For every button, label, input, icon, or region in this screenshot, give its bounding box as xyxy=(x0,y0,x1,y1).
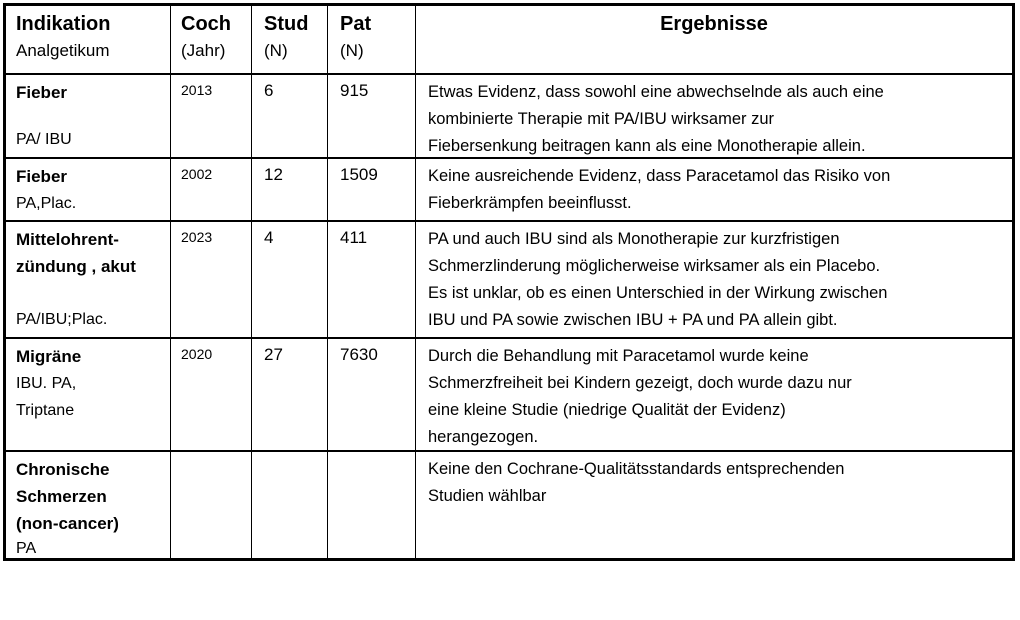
year-cell xyxy=(171,339,252,450)
stud-cell xyxy=(252,159,328,220)
indikation-cell xyxy=(6,159,171,220)
header-coch: Coch xyxy=(181,13,231,35)
analgetikum-line-1: IBU. PA, xyxy=(16,375,77,392)
indikation-cell xyxy=(6,452,171,558)
stud-cell xyxy=(252,339,328,450)
header-analgetikum: Analgetikum xyxy=(16,41,110,60)
result-cell xyxy=(416,452,1012,558)
indikation-name-line-2: Schmerzen xyxy=(16,487,107,506)
table-header-row xyxy=(6,6,1012,75)
result-cell xyxy=(416,222,1012,337)
stud-cell xyxy=(252,222,328,337)
stud-cell xyxy=(252,75,328,157)
header-stud-cell xyxy=(252,6,328,73)
study-count: 4 xyxy=(264,228,274,247)
pat-cell xyxy=(328,75,416,157)
patient-count: 915 xyxy=(340,81,369,100)
analgetikum-line-2: Triptane xyxy=(16,402,75,419)
cochrane-year: 2002 xyxy=(181,166,213,182)
header-stud: Stud xyxy=(264,13,309,35)
header-pat-n: (N) xyxy=(340,41,364,60)
cochrane-year: 2023 xyxy=(181,229,213,245)
indikation-name-line-1: Chronische xyxy=(16,460,110,479)
cochrane-year: 2013 xyxy=(181,82,213,98)
table-row xyxy=(6,159,1012,222)
stud-cell xyxy=(252,452,328,558)
indikation-name-line-2: zündung , akut xyxy=(16,257,136,276)
indikation-cell xyxy=(6,339,171,450)
header-pat: Pat xyxy=(340,13,372,35)
header-coch-cell xyxy=(171,6,252,73)
patient-count: 411 xyxy=(340,228,368,247)
result-text: Etwas Evidenz, dass sowohl eine abwechselnde als auch eine kombinierte Therapie mit PA/IBU wirksamer zur Fiebersenkung beitragen kann als eine Monotherapie allein. xyxy=(428,83,884,155)
analgetikum: PA/ IBU xyxy=(16,131,72,148)
result-text: Durch die Behandlung mit Paracetamol wurde keine Schmerzfreiheit bei Kindern gezeigt, doch wurde dazu nur eine kleine Studie (niedrige Qualität der Evidenz) herangezogen. xyxy=(428,347,852,446)
pat-cell xyxy=(328,339,416,450)
indikation-name-line-1: Mittelohrent- xyxy=(16,230,119,249)
patient-count: 7630 xyxy=(340,345,378,364)
indikation-name-line-3: (non-cancer) xyxy=(16,514,119,533)
pat-cell xyxy=(328,222,416,337)
result-cell xyxy=(416,75,1012,157)
table-row xyxy=(6,75,1012,159)
header-stud-n: (N) xyxy=(264,41,288,60)
year-cell xyxy=(171,452,252,558)
header-pat-cell xyxy=(328,6,416,73)
study-count: 27 xyxy=(264,345,283,364)
header-indikation-cell xyxy=(6,6,171,73)
indikation-name: Fieber xyxy=(16,167,68,186)
result-text: Keine den Cochrane-Qualitätsstandards entsprechenden Studien wählbar xyxy=(428,460,845,505)
year-cell xyxy=(171,75,252,157)
study-count: 6 xyxy=(264,81,274,100)
header-ergebnisse-cell xyxy=(416,6,1012,73)
pat-cell xyxy=(328,452,416,558)
analgetikum: PA,Plac. xyxy=(16,195,77,212)
header-ergebnisse: Ergebnisse xyxy=(660,13,768,35)
indikation-name: Migräne xyxy=(16,347,82,366)
indikation-name: Fieber xyxy=(16,83,68,102)
patient-count: 1509 xyxy=(340,165,378,184)
table-row xyxy=(6,339,1012,452)
indikation-cell xyxy=(6,75,171,157)
result-text: Keine ausreichende Evidenz, dass Paracetamol das Risiko von Fieberkrämpfen beeinflusst. xyxy=(428,167,891,212)
header-indikation: Indikation xyxy=(16,13,111,35)
result-text: PA und auch IBU sind als Monotherapie zur kurzfristigen Schmerzlinderung möglicherweise wirksamer als ein Placebo. Es ist unklar, ob es einen Unterschied in der Wirkung zwischen IBU und PA sowie zwischen IBU + PA und PA allein gibt. xyxy=(428,230,888,329)
year-cell xyxy=(171,222,252,337)
cochrane-year: 2020 xyxy=(181,346,213,362)
analgetikum: PA xyxy=(16,540,37,557)
result-cell xyxy=(416,339,1012,450)
indikation-cell xyxy=(6,222,171,337)
evidence-table xyxy=(3,3,1015,561)
table-row xyxy=(6,452,1012,558)
result-cell xyxy=(416,159,1012,220)
analgetikum: PA/IBU;Plac. xyxy=(16,311,108,328)
table-row xyxy=(6,222,1012,339)
year-cell xyxy=(171,159,252,220)
header-jahr: (Jahr) xyxy=(181,41,226,60)
study-count: 12 xyxy=(264,165,283,184)
pat-cell xyxy=(328,159,416,220)
